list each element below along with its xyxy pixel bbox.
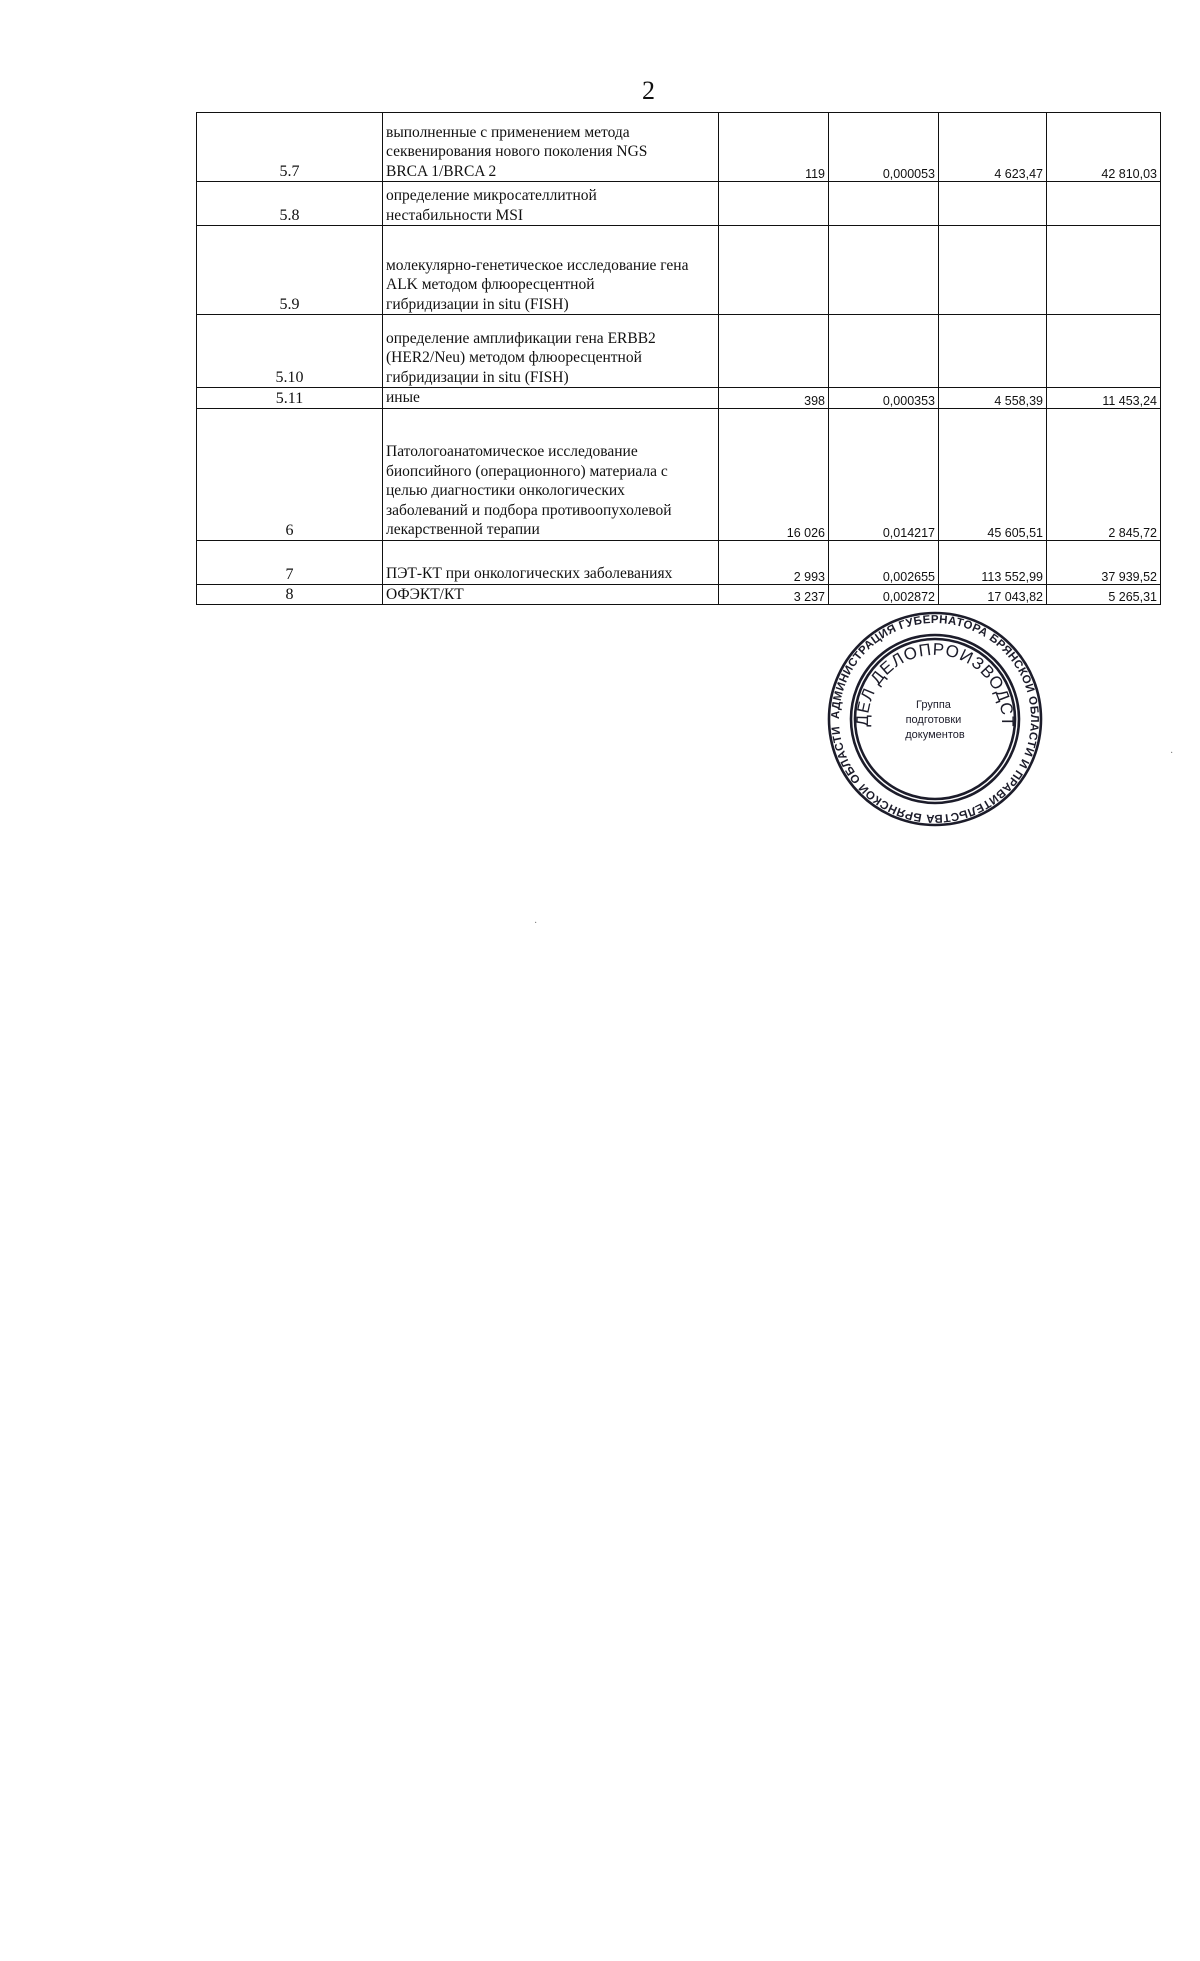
scan-speck: · <box>1170 748 1174 759</box>
description-line: ПЭТ-КТ при онкологических заболеваниях <box>386 565 673 582</box>
table-row <box>197 226 1161 315</box>
cell-volume <box>719 226 829 315</box>
row-number: 8 <box>197 584 383 605</box>
description-line: ALK методом флюоресцентной <box>386 276 595 293</box>
description-line: лекарственной терапии <box>386 521 540 538</box>
description-line: гибридизации in situ (FISH) <box>386 295 569 313</box>
row-description <box>383 315 719 388</box>
stamp-seal-icon <box>826 610 1044 828</box>
table-row <box>197 388 1161 409</box>
row-description <box>383 113 719 182</box>
cell-norm <box>829 182 939 226</box>
description-line: нестабильности MSI <box>386 206 524 224</box>
cell-cost <box>939 226 1047 315</box>
cell-cost <box>939 315 1047 388</box>
official-stamp <box>826 610 1044 828</box>
scan-speck: · <box>534 918 538 929</box>
description-line: секвенирования нового поколения NGS <box>386 143 648 160</box>
table-row <box>197 315 1161 388</box>
description-line: гибридизации in situ (FISH) <box>386 368 569 386</box>
cell-norm: 0,000053 <box>829 113 939 182</box>
cell-norm: 0,002655 <box>829 540 939 584</box>
description-line: (HER2/Neu) методом флюоресцентной <box>386 349 642 366</box>
cell-cost: 45 605,51 <box>939 408 1047 540</box>
table-row <box>197 408 1161 540</box>
cell-total <box>1047 182 1161 226</box>
svg-text:Группа подготовки <box>905 699 965 741</box>
cell-total: 11 453,24 <box>1047 388 1161 409</box>
page-number: 2 <box>642 76 655 105</box>
row-number: 7 <box>197 540 383 584</box>
cell-norm: 0,000353 <box>829 388 939 409</box>
cell-norm: 0,002872 <box>829 584 939 605</box>
cell-cost <box>939 182 1047 226</box>
cell-total: 2 845,72 <box>1047 408 1161 540</box>
description-line: иные <box>386 389 420 406</box>
row-number: 5.7 <box>197 113 383 182</box>
row-number: 6 <box>197 408 383 540</box>
description-line: BRCA 1/BRCA 2 <box>386 162 497 180</box>
table-row <box>197 540 1161 584</box>
cell-cost: 113 552,99 <box>939 540 1047 584</box>
table-row <box>197 113 1161 182</box>
cell-norm <box>829 226 939 315</box>
table-row <box>197 182 1161 226</box>
description-line: биопсийного (операционного) материала с <box>386 462 668 480</box>
cell-cost: 4 623,47 <box>939 113 1047 182</box>
cell-volume: 3 237 <box>719 584 829 605</box>
description-line: определение амплификации гена ERBB2 <box>386 329 656 347</box>
stamp-center-line: Группа <box>916 699 951 711</box>
description-line: ОФЭКТ/КТ <box>386 585 464 603</box>
cell-total <box>1047 315 1161 388</box>
row-description <box>383 540 719 584</box>
row-description <box>383 408 719 540</box>
cell-total: 37 939,52 <box>1047 540 1161 584</box>
cell-total: 42 810,03 <box>1047 113 1161 182</box>
stamp-center-line: документов <box>905 729 965 741</box>
description-line: целью диагностики онкологических <box>386 482 625 499</box>
row-number: 5.11 <box>197 388 383 409</box>
table-row <box>197 584 1161 605</box>
cell-volume <box>719 315 829 388</box>
description-line: определение микросателлитной <box>386 187 597 204</box>
cell-volume: 16 026 <box>719 408 829 540</box>
cell-norm <box>829 315 939 388</box>
row-number: 5.10 <box>197 315 383 388</box>
stamp-center-line: подготовки <box>905 714 962 726</box>
cell-volume <box>719 182 829 226</box>
cell-total: 5 265,31 <box>1047 584 1161 605</box>
row-number: 5.8 <box>197 182 383 226</box>
cell-volume: 119 <box>719 113 829 182</box>
row-description <box>383 226 719 315</box>
cell-volume: 398 <box>719 388 829 409</box>
description-line: Патологоанатомическое исследование <box>386 443 638 460</box>
description-line: молекулярно-генетическое исследование гена <box>386 256 689 274</box>
cell-total <box>1047 226 1161 315</box>
cell-cost: 17 043,82 <box>939 584 1047 605</box>
row-description <box>383 584 719 605</box>
row-description <box>383 388 719 409</box>
row-number: 5.9 <box>197 226 383 315</box>
row-description <box>383 182 719 226</box>
description-line: заболеваний и подбора противоопухолевой <box>386 501 672 519</box>
description-line: выполненные с применением метода <box>386 123 630 141</box>
cell-norm: 0,014217 <box>829 408 939 540</box>
stamp-outer-text: АДМИНИСТРАЦИЯ ГУБЕРНАТОРА БРЯНСКОЙ ОБЛАСТИ И ПРАВИТЕЛЬСТВА БРЯНСКОЙ ОБЛАСТИ <box>829 613 1041 825</box>
cell-volume: 2 993 <box>719 540 829 584</box>
stamp-inner-text: ДЕЛ ДЕЛОПРОИЗВОДСТ <box>852 639 1018 728</box>
cell-cost: 4 558,39 <box>939 388 1047 409</box>
data-table <box>196 112 1161 605</box>
